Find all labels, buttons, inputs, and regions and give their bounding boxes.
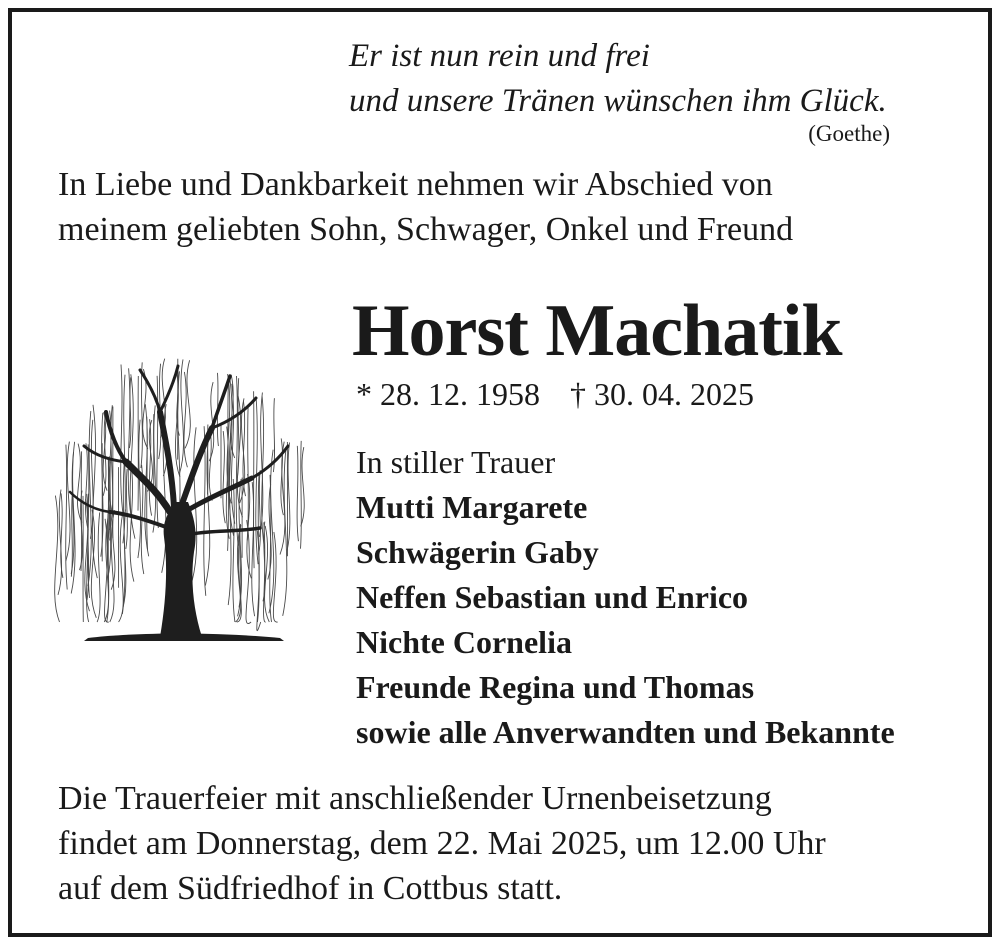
willow-strand [97,512,100,622]
willow-strand [66,445,67,590]
quote-line: und unsere Tränen wünschen ihm Glück. [349,83,887,119]
mourners-list [356,440,986,755]
willow-strand [297,446,298,541]
ceremony-line: auf dem Südfriedhof in Cottbus statt. [58,870,563,907]
weeping-willow-tree-icon [48,352,318,647]
willow-strand [119,514,124,622]
mourners-lead: In stiller Trauer [356,444,556,480]
deceased-name: Horst Machatik [352,290,842,372]
intro-text [58,162,958,252]
intro-line: meinem geliebten Sohn, Schwager, Onkel und Freund [58,211,794,248]
willow-strand [179,359,183,473]
willow-strand [121,365,123,513]
ceremony-line: findet am Donnerstag, dem 22. Mai 2025, um 12.00 Uhr [58,825,826,862]
willow-strand [301,441,302,549]
intro-line: In Liebe und Dankbarkeit nehmen wir Abschied von [58,166,773,203]
mourner-name: Freunde Regina und Thomas [356,669,755,705]
quote-author: (Goethe) [808,121,890,146]
willow-strand [71,493,72,577]
ceremony-info [58,776,958,911]
willow-strand [246,520,251,624]
willow-strand [205,431,209,585]
quote-line: Er ist nun rein und frei [349,38,650,74]
willow-strand [141,362,142,468]
ceremony-line: Die Trauerfeier mit anschließender Urnenbeisetzung [58,780,772,817]
death-date: † 30. 04. 2025 [570,376,754,412]
willow-strand [55,496,60,622]
mourner-name: Neffen Sebastian und Enrico [356,579,749,615]
mourner-name: Nichte Cornelia [356,624,572,660]
mourner-name: Schwägerin Gaby [356,534,599,570]
life-dates [356,372,976,416]
mourner-name: sowie alle Anverwandten und Bekannte [356,714,895,750]
quote [349,34,909,124]
birth-date: * 28. 12. 1958 [356,376,540,412]
willow-strand [126,469,128,549]
willow-strand [223,431,225,523]
mourner-name: Mutti Margarete [356,489,588,525]
willow-strand [233,479,235,622]
